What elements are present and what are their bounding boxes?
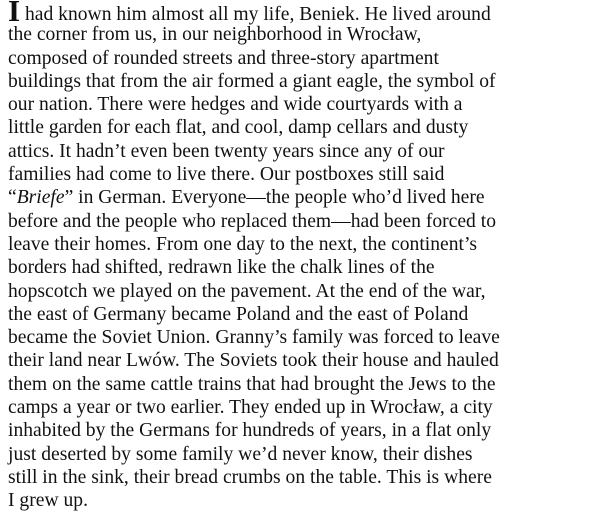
text-line-22: I grew up.: [8, 490, 88, 512]
open-quote: “: [8, 187, 17, 209]
text-line-9-rest: ” in German. Everyone—the people who’d lived here: [64, 187, 485, 209]
text-line-19: inhabited by the Germans for hundreds of years, in a flat only: [8, 420, 492, 442]
text-line-14: the east of Germany became Poland and the east of Poland: [8, 303, 469, 325]
text-line-3: composed of rounded streets and three-story apartment: [8, 47, 439, 69]
text-line-16: their land near Lwów. The Soviets took their house and hauled: [8, 350, 499, 372]
drop-cap: I: [8, 0, 21, 28]
text-line-4: buildings that from the air formed a giant eagle, the symbol of: [8, 70, 496, 92]
text-line-1: [8, 0, 548, 28]
text-line-11: leave their homes. From one day to the next, the continent’s: [8, 233, 478, 255]
text-line-17: them on the same cattle trains that had brought the Jews to the: [8, 373, 496, 395]
text-line-8: families had come to live there. Our postboxes still said: [8, 164, 445, 186]
text-line-20: just deserted by some family we’d never know, their dishes: [8, 443, 473, 465]
text-line-1-rest: had known him almost all my life, Beniek. He lived around: [20, 4, 491, 25]
text-line-15: became the Soviet Union. Granny’s family was forced to leave: [8, 327, 500, 349]
text-line-12: borders had shifted, redrawn like the chalk lines of the: [8, 257, 435, 279]
text-line-5: our nation. There were hedges and wide courtyards with a: [8, 94, 463, 116]
text-line-18: camps a year or two earlier. They ended up in Wrocław, a city: [8, 397, 493, 419]
text-line-13: hopscotch we played on the pavement. At the end of the war,: [8, 280, 486, 302]
text-line-7: attics. It hadn’t even been twenty years since any of our: [8, 140, 445, 162]
text-line-6: little garden for each flat, and cool, damp cellars and dusty: [8, 117, 469, 139]
text-line-21: still in the sink, their bread crumbs on the table. This is where: [8, 466, 492, 488]
text-line-2: the corner from us, in our neighborhood in Wrocław,: [8, 24, 422, 46]
text-line-9: [8, 186, 548, 209]
book-passage: [8, 0, 548, 513]
italic-word-briefe: Briefe: [16, 187, 65, 209]
text-line-10: before and the people who replaced them—had been forced to: [8, 210, 496, 232]
